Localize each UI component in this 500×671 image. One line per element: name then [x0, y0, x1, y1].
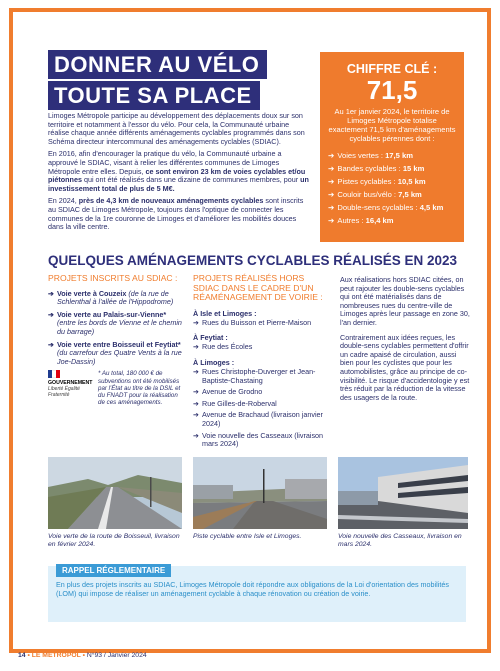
arrow-icon: ➔: [328, 177, 335, 186]
item-label: Double-sens cyclables :: [337, 203, 420, 212]
caption: Voie verte de la route de Boisseuil, livraison en février 2024.: [48, 533, 180, 548]
list-item: [193, 388, 328, 397]
list-item: [328, 188, 456, 201]
subsidy-note: * Au total, 180 000 € de subventions ont été mobilisés par l'État au titre de la DSIL et du FNADT pour la réalisation de ces aménagements.: [98, 370, 181, 407]
item-text: Avenue de Brachaud (livraison janvier 2024): [202, 410, 323, 428]
key-figure-label: CHIFFRE CLÉ :: [346, 62, 438, 76]
list-item: [328, 175, 456, 188]
rappel-title: RAPPEL RÉGLEMENTAIRE: [56, 564, 171, 577]
item-value: 17,5 km: [385, 151, 413, 160]
item-value: 7,5 km: [398, 190, 422, 199]
list-item: [193, 400, 328, 409]
project-list: [193, 319, 328, 328]
footer: [18, 652, 147, 659]
key-figure-text: Au 1er janvier 2024, le territoire de Limoges Métropole totalise exactement 71,5 km d'aménagements cyclables pérennes dont :: [328, 107, 456, 143]
list-item: [193, 411, 328, 428]
title-line-2: TOUTE SA PLACE: [48, 81, 260, 110]
intro-paragraph-2: [48, 150, 310, 193]
list-item: [48, 290, 183, 307]
caption: Piste cyclable entre Isle et Limoges.: [193, 533, 302, 540]
item-label: Autres :: [337, 216, 366, 225]
government-motto: Liberté Égalité Fraternité: [48, 386, 80, 399]
item-text: Rue des Écoles: [202, 342, 253, 352]
photo-piste-isle-limoges: [193, 457, 327, 529]
list-item: [193, 343, 328, 352]
list-item: [328, 214, 456, 227]
item-label: Couloir bus/vélo :: [337, 190, 399, 199]
key-figure-list: [328, 149, 456, 227]
project-list: [48, 290, 183, 367]
list-item: [48, 311, 183, 337]
list-item: [328, 162, 456, 175]
project-list: [193, 343, 328, 352]
item-value: 15 km: [402, 164, 425, 173]
arrow-icon: ➔: [193, 430, 200, 440]
item-text: Voie nouvelle des Casseaux (livraison mars 2024): [202, 430, 324, 449]
french-flag-icon: [48, 370, 60, 378]
issue: N°93 / Janvier 2024: [86, 652, 147, 659]
key-figure-box: [320, 52, 464, 242]
title-line-1: DONNER AU VÉLO: [48, 50, 267, 79]
intro-paragraph-1: Limoges Métropole participe au développement des déplacements doux sur son territoire et notamment à l'essor du vélo. Pour cela, la Communauté urbaine réalise chaque année différents aménagements cyclables programmés dans son Schéma directeur intercommunal des aménagements cyclables (SDIAC).: [48, 111, 305, 146]
item-text: Rues Christophe-Duverger et Jean-Baptiste-Chastaing: [202, 366, 316, 385]
intro-p2-c: qui ont été réalisés dans une dizaine de communes membres, pour: [81, 175, 301, 185]
item-detail: (de la rue de Schlenthal à l'allée de l'Hippodrome): [57, 288, 174, 307]
government-note: [48, 370, 183, 406]
rappel-text: En plus des projets inscrits au SDIAC, Limoges Métropole doit répondre aux obligations de la Loi d'orientation des mobilités (LOM) qui impose de réaliser un aménagement cyclable à chaque rénovation ou création de voirie.: [56, 580, 449, 599]
item-title: Voie verte entre Boisseuil et Feytiat*: [57, 339, 181, 349]
arrow-icon: ➔: [193, 366, 200, 376]
arrow-icon: ➔: [328, 216, 335, 225]
caption: Voie nouvelle des Casseaux, livraison en mars 2024.: [338, 533, 462, 548]
item-value: 16,4 km: [365, 216, 394, 225]
group-heading: À Isle et Limoges :: [193, 308, 257, 318]
arrow-icon: ➔: [48, 288, 55, 298]
intro-p3-a: En 2024,: [48, 196, 79, 206]
item-detail: (entre les bords de Vienne et le chemin du barrage): [57, 318, 182, 336]
government-name: GOUVERNEMENT: [48, 380, 93, 387]
project-list: [193, 368, 328, 449]
arrow-icon: ➔: [193, 342, 200, 352]
page-number: 14: [18, 652, 26, 659]
list-item: [48, 341, 183, 367]
intro-p2-bold-2: un investissement total de plus de 5 M€.: [48, 175, 309, 193]
column-sdiac: [48, 274, 183, 406]
page-title: [48, 50, 267, 110]
item-label: Bandes cyclables :: [337, 164, 403, 173]
item-text: Avenue de Grodno: [202, 387, 263, 397]
intro-p3-c: sont inscrits au SDIAC de Limoges Métropole, toujours dans l'optique de connecter les communes de la 1re couronne de Limoges et d'améliorer les mobilités douces dans la ville centre.: [48, 196, 304, 232]
item-value: 4,5 km: [419, 203, 444, 212]
column-hors-sdiac: [193, 274, 328, 452]
arrow-icon: ➔: [193, 398, 200, 408]
item-value: 10,5 km: [397, 177, 426, 186]
item-title: Voie verte au Palais-sur-Vienne*: [57, 309, 167, 319]
arrow-icon: ➔: [48, 309, 55, 319]
group-heading: À Limoges :: [193, 357, 235, 367]
arrow-icon: ➔: [48, 339, 55, 349]
intro-p2-a: En 2016, afin d'encourager la pratique du vélo, la Communauté urbaine a approuvé le SDIAC, visant à relier les différentes communes de Limoges Métropole entre elles. Depuis,: [48, 149, 282, 176]
arrow-icon: ➔: [328, 151, 335, 160]
list-item: [328, 201, 456, 214]
arrow-icon: ➔: [328, 203, 335, 212]
list-item: [193, 432, 328, 449]
intro-p2-bold: ce sont environ 23 km de voies cyclables et/ou piétonnes: [48, 166, 306, 185]
intro-text: [48, 112, 310, 236]
item-text: Rue Gilles-de-Roberval: [202, 398, 277, 408]
key-figure-value: 71,5: [366, 75, 418, 105]
list-item: [193, 368, 328, 385]
list-item: [328, 149, 456, 162]
paragraph: Aux réalisations hors SDIAC citées, on peut rajouter les double-sens cyclables qui ont été matérialisés dans de nombreuses rues du centre-ville de Limoges après leur passage en zone 30, l'an dernier.: [340, 275, 470, 327]
list-item: [193, 319, 328, 328]
arrow-icon: ➔: [328, 164, 335, 173]
column-heading: PROJETS INSCRITS AU SDIAC :: [48, 273, 178, 283]
intro-paragraph-3: [48, 197, 310, 231]
item-title: Voie verte à Couzeix: [57, 288, 127, 298]
rappel-box: [48, 566, 466, 622]
brand: • LE MÉTROPOL •: [27, 652, 85, 659]
column-double-sens: [340, 276, 470, 408]
item-detail: (du carrefour des Quatre Vents à la rue Joe-Dassin): [57, 348, 182, 366]
paragraph: Contrairement aux idées reçues, les double-sens cyclables permettent d'offrir un cadre apaisé de circulation, aussi bien pour les cyclistes que pour les automobilistes, grâce au principe de co-visibilité. Le risque d'accidentologie y est très réduit par la réduction de la vitesse des usagers de la route.: [340, 332, 470, 402]
arrow-icon: ➔: [193, 317, 200, 327]
section-title: QUELQUES AMÉNAGEMENTS CYCLABLES RÉALISÉS EN 2023: [48, 253, 458, 268]
item-label: Pistes cyclables :: [337, 177, 398, 186]
intro-p3-bold: près de 4,3 km de nouveaux aménagements cyclables: [78, 196, 264, 206]
government-logo: [48, 370, 92, 406]
arrow-icon: ➔: [193, 410, 200, 420]
photo-voie-verte-boisseuil: [48, 457, 182, 529]
column-heading: PROJETS RÉALISÉS HORS SDIAC DANS LE CADRE D'UN RÉAMÉNAGEMENT DE VOIRIE :: [193, 273, 323, 303]
arrow-icon: ➔: [328, 190, 335, 199]
group-heading: À Feytiat :: [193, 333, 228, 343]
arrow-icon: ➔: [193, 387, 200, 397]
item-text: Rues du Buisson et Pierre-Maison: [202, 317, 312, 327]
photo-voie-casseaux: [338, 457, 468, 529]
item-label: Voies vertes :: [337, 151, 386, 160]
